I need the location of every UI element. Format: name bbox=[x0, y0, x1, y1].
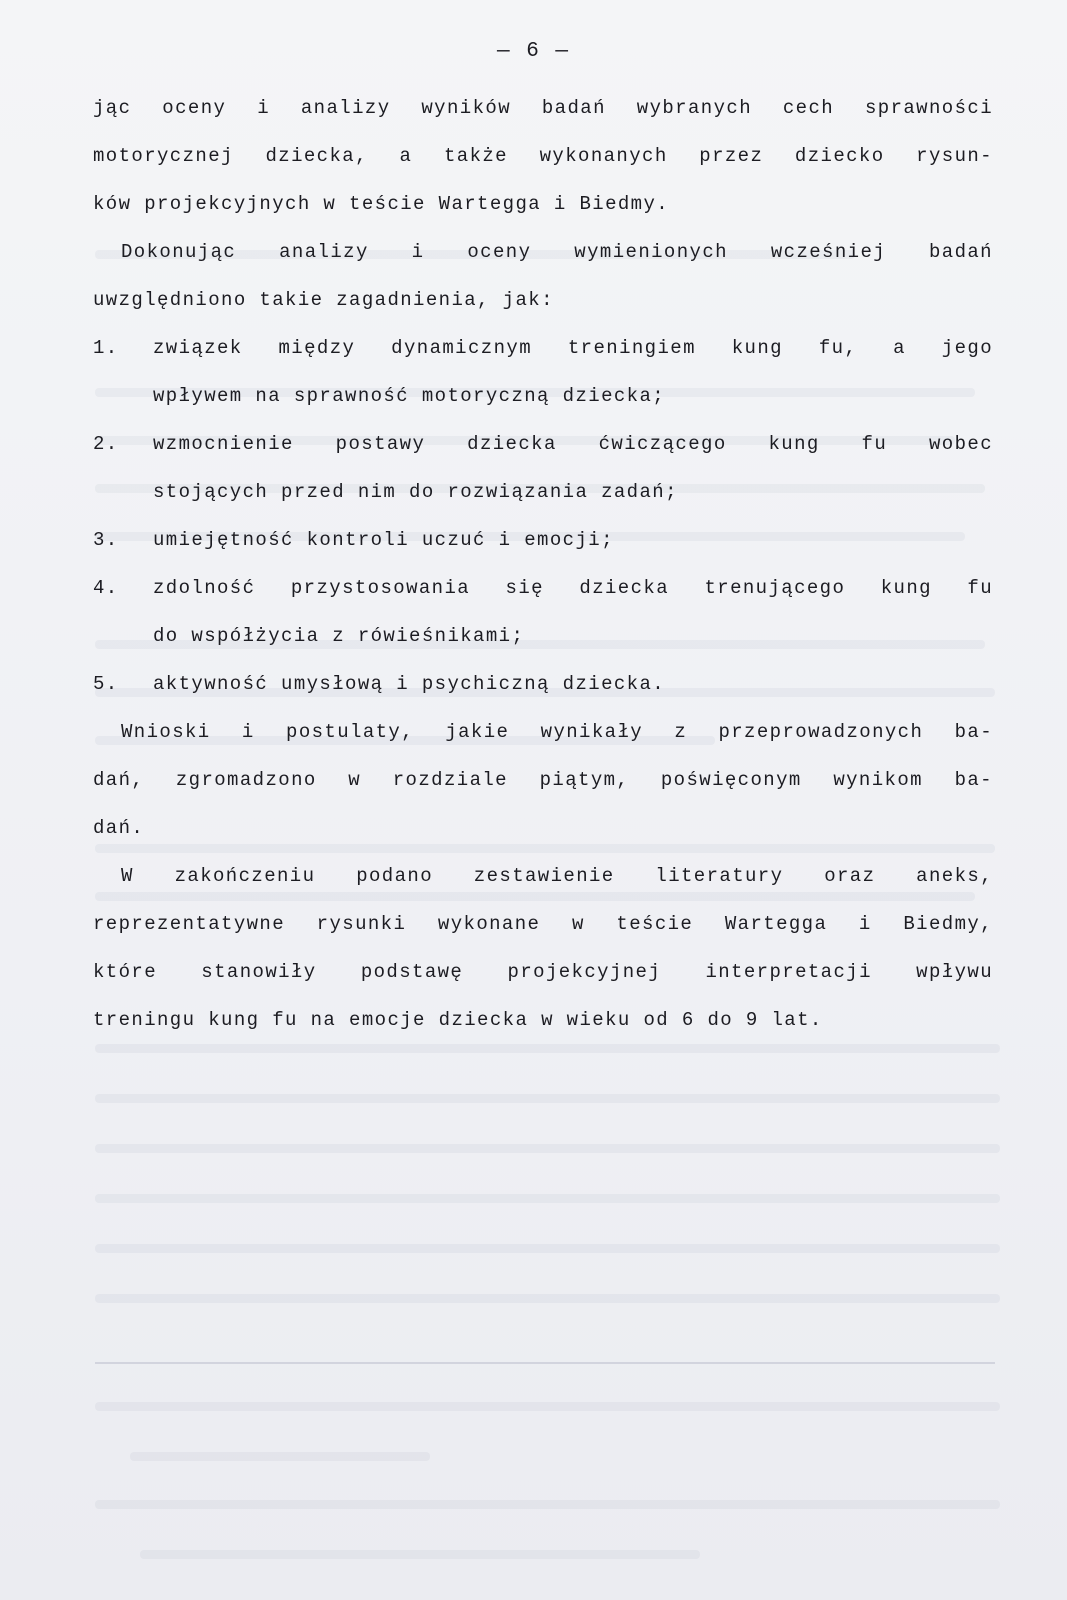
bleed-through-mark bbox=[95, 1144, 1000, 1153]
bleed-through-mark bbox=[130, 1452, 430, 1461]
list-item-number: 2. bbox=[93, 433, 119, 455]
body-text bbox=[93, 84, 993, 1044]
ending-paragraph bbox=[93, 852, 993, 1044]
bleed-through-mark bbox=[95, 1194, 1000, 1203]
text-line: umiejętność kontroli uczuć i emocji; bbox=[153, 529, 614, 551]
list-item bbox=[93, 420, 993, 516]
text-line: treningu kung fu na emocje dziecka w wieku od 6 do 9 lat. bbox=[93, 1009, 823, 1031]
text-line: jąc oceny i analizy wyników badań wybranych cech sprawności bbox=[93, 97, 993, 119]
text-line: uwzględniono takie zagadnienia, jak: bbox=[93, 289, 554, 311]
text-line: zdolność przystosowania się dziecka trenującego kung fu bbox=[153, 577, 993, 599]
issues-list bbox=[93, 324, 993, 708]
bleed-through-mark bbox=[95, 1500, 1000, 1509]
text-line: W zakończeniu podano zestawienie literatury oraz aneks, bbox=[121, 865, 993, 887]
bleed-through-mark bbox=[95, 1402, 1000, 1411]
text-line: stojących przed nim do rozwiązania zadań; bbox=[153, 481, 678, 503]
text-line: wpływem na sprawność motoryczną dziecka; bbox=[153, 385, 666, 407]
list-item-number: 1. bbox=[93, 337, 119, 359]
text-line: motorycznej dziecka, a także wykonanych przez dziecko rysun- bbox=[93, 145, 993, 167]
bleed-through-footnote-rule bbox=[95, 1362, 995, 1364]
bleed-through-mark bbox=[95, 1294, 1000, 1303]
list-item bbox=[93, 660, 993, 708]
list-item-number: 5. bbox=[93, 673, 119, 695]
text-line: dań. bbox=[93, 817, 145, 839]
text-line: wzmocnienie postawy dziecka ćwiczącego kung fu wobec bbox=[153, 433, 993, 455]
text-line: które stanowiły podstawę projekcyjnej interpretacji wpływu bbox=[93, 961, 993, 983]
bleed-through-mark bbox=[95, 1094, 1000, 1103]
conclusions-paragraph bbox=[93, 708, 993, 852]
text-line: do współżycia z rówieśnikami; bbox=[153, 625, 525, 647]
list-item bbox=[93, 324, 993, 420]
list-item-number: 3. bbox=[93, 529, 119, 551]
bleed-through-mark bbox=[95, 1244, 1000, 1253]
text-line: dań, zgromadzono w rozdziale piątym, poświęconym wynikom ba- bbox=[93, 769, 993, 791]
text-line: związek między dynamicznym treningiem kung fu, a jego bbox=[153, 337, 993, 359]
list-item-number: 4. bbox=[93, 577, 119, 599]
page-number: — 6 — bbox=[496, 40, 570, 63]
analysis-paragraph bbox=[93, 228, 993, 324]
bleed-through-mark bbox=[140, 1550, 700, 1559]
text-line: aktywność umysłową i psychiczną dziecka. bbox=[153, 673, 666, 695]
bleed-through-mark bbox=[95, 1044, 1000, 1053]
text-line: Wnioski i postulaty, jakie wynikały z przeprowadzonych ba- bbox=[121, 721, 993, 743]
text-line: Dokonując analizy i oceny wymienionych wcześniej badań bbox=[121, 241, 993, 263]
list-item bbox=[93, 516, 993, 564]
text-line: ków projekcyjnych w teście Wartegga i Biedmy. bbox=[93, 193, 670, 215]
text-line: reprezentatywne rysunki wykonane w teście Wartegga i Biedmy, bbox=[93, 913, 993, 935]
list-item bbox=[93, 564, 993, 660]
intro-paragraph bbox=[93, 84, 993, 228]
